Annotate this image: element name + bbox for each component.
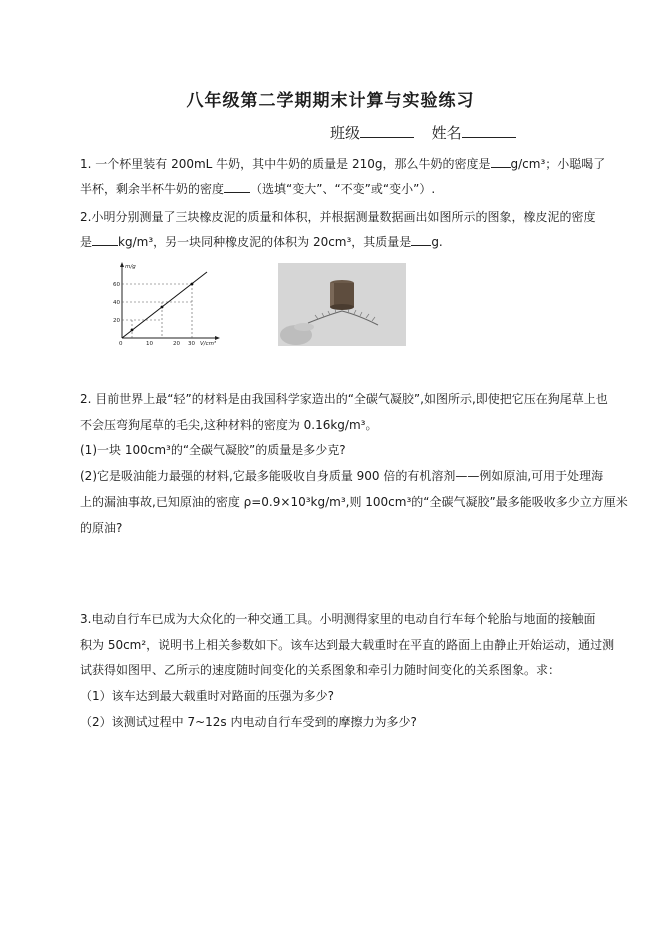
name-label: 姓名 — [431, 124, 462, 142]
q1-text-d: （选填“变大”、“不变”或“变小”）. — [250, 182, 436, 196]
x-tick: 30 — [188, 341, 195, 346]
name-blank[interactable] — [462, 123, 516, 138]
x-tick: 0 — [119, 341, 123, 346]
q1-line1 — [80, 155, 605, 172]
q3-line1: 2. 目前世界上最“轻”的材料是由我国科学家造出的“全碳气凝胶”,如图所示,即使把它压在狗尾草上也 — [80, 392, 608, 406]
q4-line5: （2）该测试过程中 7~12s 内电动自行车受到的摩擦力为多少? — [80, 715, 417, 729]
q1-text-a: 1. 一个杯里装有 200mL 牛奶，其中牛奶的质量是 210g，那么牛奶的密度是 — [80, 157, 491, 171]
aerogel-photo — [278, 263, 406, 346]
q1-text-c: 半杯，剩余半杯牛奶的密度 — [80, 182, 225, 196]
y-tick: 20 — [113, 318, 120, 324]
mass-volume-graph — [112, 262, 240, 346]
q2-text-c: g. — [431, 235, 443, 249]
y-tick: 60 — [113, 282, 120, 288]
aerogel-illustration — [278, 263, 406, 346]
q2-line1: 2.小明分别测量了三块橡皮泥的质量和体积，并根据测量数据画出如图所示的图象，橡皮泥的密度 — [80, 210, 596, 224]
q2-blank-density[interactable] — [92, 234, 118, 246]
data-line — [122, 272, 207, 338]
x-axis-label: V/cm³ — [200, 341, 217, 346]
q1-line2 — [80, 180, 435, 197]
q2-text-a: 是 — [80, 235, 93, 249]
data-point — [191, 283, 194, 286]
q3-line4: (2)它是吸油能力最强的材料,它最多能吸收自身质量 900 倍的有机溶剂——例如原油,可用于处理海 — [80, 469, 604, 483]
page-title: 八年级第二学期期末计算与实验练习 — [186, 91, 475, 111]
class-label: 班级 — [330, 124, 361, 142]
q3-line3: (1)一块 100cm³的“全碳气凝胶”的质量是多少克? — [80, 443, 346, 457]
q4-line3: 试获得如图甲、乙所示的速度随时间变化的关系图象和牵引力随时间变化的关系图象。求： — [80, 663, 561, 677]
q4-line1: 3.电动自行车已成为大众化的一种交通工具。小明测得家里的电动自行车每个轮胎与地面的接触面 — [80, 612, 596, 626]
q1-text-b: g/cm³；小聪喝了 — [510, 157, 606, 171]
y-tick: 40 — [113, 300, 120, 306]
q3-line5: 上的漏油事故,已知原油的密度 ρ=0.9×10³kg/m³,则 100cm³的“全碳气凝胶”最多能吸收多少立方厘米 — [80, 495, 628, 509]
q2-text-b: kg/m³，另一块同种橡皮泥的体积为 20cm³，其质量是 — [118, 235, 412, 249]
q3-line2: 不会压弯狗尾草的毛尖,这种材料的密度为 0.16kg/m³。 — [80, 418, 378, 432]
data-point — [131, 329, 134, 332]
q4-line2: 积为 50cm²，说明书上相关参数如下。该车达到最大载重时在平直的路面上由静止开始运动，通过测 — [80, 638, 615, 652]
q4-line4: （1）该车达到最大载重时对路面的压强为多少? — [80, 689, 335, 703]
q2-blank-mass[interactable] — [411, 234, 431, 246]
q1-blank-density[interactable] — [491, 156, 511, 168]
y-axis-label: m/g — [125, 264, 136, 270]
x-tick: 10 — [146, 341, 153, 346]
x-axis-arrow — [215, 336, 220, 340]
x-tick: 20 — [173, 341, 180, 346]
class-name-line — [330, 122, 516, 143]
class-blank[interactable] — [360, 123, 414, 138]
y-axis-arrow — [120, 262, 124, 267]
data-point — [161, 306, 164, 309]
q2-line2 — [80, 233, 443, 250]
q1-blank-change[interactable] — [224, 181, 250, 193]
q3-line6: 的原油? — [80, 521, 123, 535]
